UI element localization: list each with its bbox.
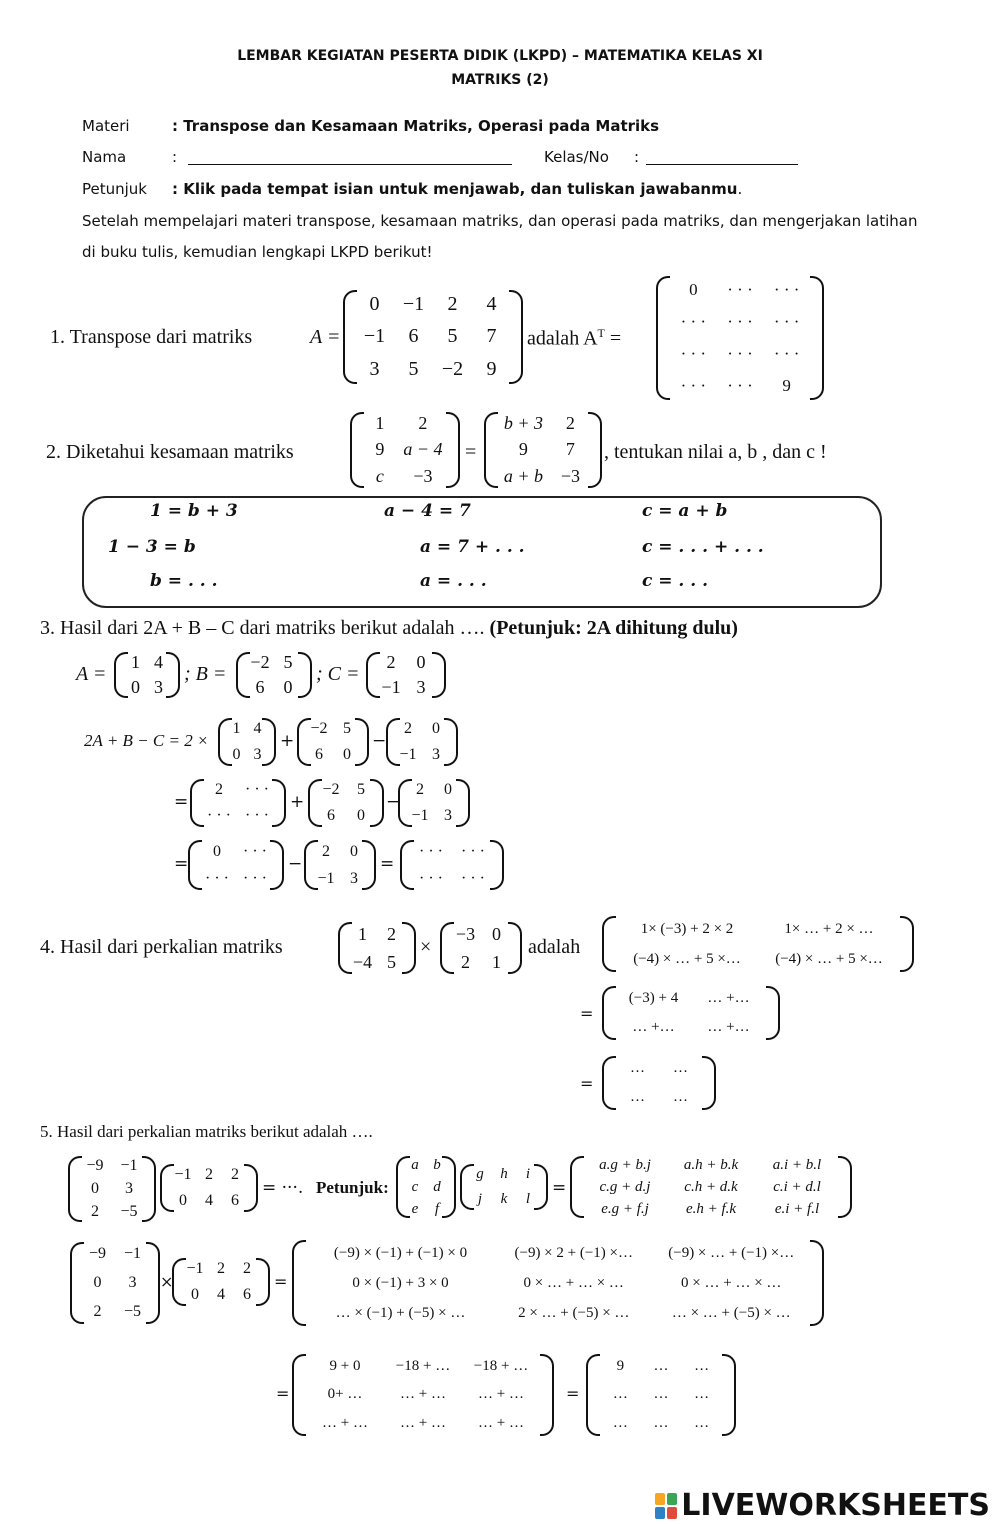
q5-work-eq: = <box>274 1272 288 1291</box>
q5-eq-dots: = ···. <box>262 1178 304 1198</box>
q2-right-matrix: b + 3 2 9 7 a + b −3 <box>484 410 602 490</box>
q2-c-step-1: c = a + b <box>642 501 728 521</box>
q3-a-label: A = <box>76 663 107 685</box>
petunjuk-value: : Klik pada tempat isian untuk menjawab, dan tuliskan jawabanmu. <box>172 180 743 198</box>
q3-matrix-a: 1 4 0 3 <box>114 650 180 700</box>
q4-step1-matrix[interactable]: 1× (−3) + 2 × 2 1× … + 2 × … (−4) × … + 5 ×… (−4) × … + 5 ×… <box>602 914 914 974</box>
q4-eq-2: = <box>580 1074 594 1093</box>
kelas-colon: : <box>634 148 640 166</box>
q3-line1-b: −2 5 6 0 <box>297 716 369 768</box>
title-line-2: MATRIKS (2) <box>451 72 549 88</box>
q2-b-step-1: 1 = b + 3 <box>150 501 238 521</box>
q2-b-answer[interactable]: b = . . . <box>150 571 218 591</box>
intro-line-1: Setelah mempelajari materi transpose, kesamaan matriks, dan operasi pada matriks, dan mengerjakan latihan <box>82 212 918 230</box>
q4-adalah: adalah <box>528 936 581 958</box>
q5-petunjuk: Petunjuk: <box>316 1178 389 1197</box>
q4-eq-1: = <box>580 1004 594 1023</box>
q3-line1-minus: − <box>372 731 387 751</box>
materi-value: : Transpose dan Kesamaan Matriks, Operasi pada Matriks <box>172 117 660 135</box>
nama-input-line[interactable] <box>188 164 512 165</box>
liveworksheets-brand: LIVEWORKSHEETS <box>681 1488 990 1523</box>
q3-line2-plus: + <box>290 792 305 812</box>
q3-2a-matrix[interactable]: 2 · · · · · · · · · <box>190 777 286 829</box>
q4-matrix-2: −3 0 2 1 <box>440 920 522 976</box>
kelas-label: Kelas/No <box>544 148 609 166</box>
q2-c-step-2[interactable]: c = . . . + . . . <box>642 537 764 557</box>
q3-expr: 2A + B − C = 2 × <box>84 731 209 750</box>
q5-result-matrix[interactable]: 9 … … … … … … … … <box>586 1352 736 1438</box>
q5-eq-2: = <box>276 1384 290 1403</box>
q3-line1-a: 1 4 0 3 <box>218 716 276 768</box>
q3-matrix-b: −2 5 6 0 <box>236 650 312 700</box>
title-line-1: LEMBAR KEGIATAN PESERTA DIDIK (LKPD) – MATEMATIKA KELAS XI <box>237 48 763 64</box>
q4-result-matrix[interactable]: … … … … <box>602 1054 716 1112</box>
q2-left-matrix: 1 2 9 a − 4 c −3 <box>350 410 460 490</box>
q3-line2-eq: = <box>174 792 189 812</box>
q1-answer-matrix[interactable]: 0 · · · · · · · · · · · · · · · · · · · · · · · · · · · · · · 9 <box>656 274 824 402</box>
q3-result-matrix[interactable]: · · · · · · · · · · · · <box>400 838 504 892</box>
q2-a-answer[interactable]: a = . . . <box>420 571 487 591</box>
materi-label: Materi <box>82 117 130 135</box>
intro-line-2: di buku tulis, kemudian lengkapi LKPD berikut! <box>82 243 433 261</box>
q3-ab-matrix[interactable]: 0 · · · · · · · · · <box>188 838 284 892</box>
q2-eq: = <box>465 441 477 463</box>
q4-times: × <box>420 936 432 958</box>
q5-text: 5. Hasil dari perkalian matriks berikut adalah …. <box>40 1122 373 1141</box>
q5-work-matrix-1: −9 −1 0 3 2 −5 <box>70 1240 160 1326</box>
q3-matrix-c: 2 0 −1 3 <box>366 650 446 700</box>
q5-eq-3: = <box>566 1384 580 1403</box>
petunjuk-label: Petunjuk <box>82 180 147 198</box>
q4-text: 4. Hasil dari perkalian matriks <box>40 936 283 958</box>
q4-step2-matrix[interactable]: (−3) + 4 … +… … +… … +… <box>602 984 780 1042</box>
q3-line3-c: 2 0 −1 3 <box>304 838 376 892</box>
q3-text: 3. Hasil dari 2A + B – C dari matriks berikut adalah …. (Petunjuk: 2A dihitung dulu) <box>40 617 738 639</box>
q3-line2-c: 2 0 −1 3 <box>398 777 470 829</box>
q2-tail: , tentukan nilai a, b , dan c ! <box>604 441 827 463</box>
q2-a-step-2[interactable]: a = 7 + . . . <box>420 537 525 557</box>
liveworksheets-icon <box>655 1493 677 1519</box>
q3-line1-plus: + <box>280 731 295 751</box>
q5-step1-matrix[interactable]: (−9) × (−1) + (−1) × 0 (−9) × 2 + (−1) ×… (−9) × … + (−1) ×… 0 × (−1) + 3 × 0 0 × … + … × … 0 × … + … × … … × (−1) + (−5) × … 2 × … + (−5) × … … × … + (−5) × … <box>292 1238 824 1328</box>
q5-hint-matrix-3: a.g + b.j a.h + b.k a.i + b.l c.g + d.j c.h + d.k c.i + d.l e.g + f.j e.h + f.k e.i + f.l <box>570 1154 852 1220</box>
q5-matrix-1: −9 −1 0 3 2 −5 <box>68 1154 156 1224</box>
q5-hint-matrix-2: g h i j k l <box>460 1162 548 1212</box>
q3-line3-eq2: = <box>380 854 395 874</box>
kelas-input-line[interactable] <box>646 164 798 165</box>
q1-a-label: A = <box>310 326 341 348</box>
q5-matrix-2: −1 2 2 0 4 6 <box>160 1162 258 1214</box>
q5-work-matrix-2: −1 2 2 0 4 6 <box>172 1256 270 1308</box>
q2-b-step-2: 1 − 3 = b <box>108 537 196 557</box>
q3-line2-minus: − <box>386 792 401 812</box>
q1-text: 1. Transpose dari matriks <box>50 326 253 348</box>
q4-matrix-1: 1 2 −4 5 <box>338 920 416 976</box>
q1-adalah: adalah $A^T$ = <box>527 326 622 350</box>
nama-label: Nama <box>82 148 127 166</box>
q3-c-label: ; C = <box>316 663 360 685</box>
q5-step2-matrix[interactable]: 9 + 0 −18 + … −18 + … 0+ … … + … … + … … + … … + … … + … <box>292 1352 554 1438</box>
q3-b-label: ; B = <box>184 663 227 685</box>
q5-hint-matrix-1: a b c d e f <box>396 1154 456 1220</box>
nama-colon: : <box>172 148 178 166</box>
q2-c-answer[interactable]: c = . . . <box>642 571 709 591</box>
q3-line3-eq: = <box>174 854 189 874</box>
q5-work-times: × <box>160 1272 174 1291</box>
q1-matrix-a: 0 −1 2 4 −1 6 5 7 3 5 −2 9 <box>343 288 523 386</box>
q2-a-step-1: a − 4 = 7 <box>384 501 471 521</box>
q3-line3-minus: − <box>288 854 303 874</box>
q3-line1-c: 2 0 −1 3 <box>386 716 458 768</box>
liveworksheets-logo[interactable] <box>655 1488 990 1523</box>
q2-text: 2. Diketahui kesamaan matriks <box>46 441 294 463</box>
q5-hint-eq: = <box>552 1178 567 1198</box>
q3-line2-b: −2 5 6 0 <box>308 777 384 829</box>
